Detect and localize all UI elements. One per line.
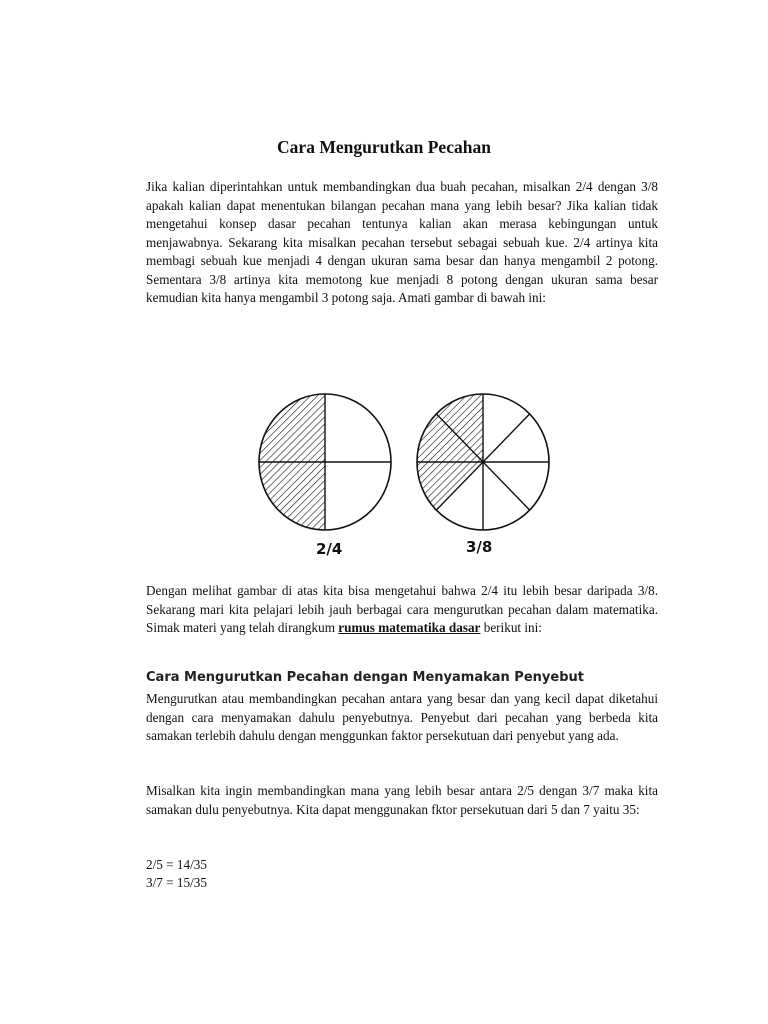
equation-1: 2/5 = 14/35 (146, 857, 207, 872)
after-figure-paragraph (146, 582, 658, 638)
section-heading: Cara Mengurutkan Pecahan dengan Menyamakan Penyebut (146, 670, 584, 685)
page-title: Cara Mengurutkan Pecahan (277, 137, 491, 157)
pie-charts-svg (250, 378, 560, 568)
label-three-eighths: 3/8 (466, 538, 493, 556)
rumus-matematika-link[interactable]: rumus matematika dasar (338, 620, 481, 635)
equation-2: 3/7 = 15/35 (146, 875, 207, 890)
intro-paragraph: Jika kalian diperintahkan untuk membandingkan dua buah pecahan, misalkan 2/4 dengan 3/8 apakah kalian dapat menentukan bilangan pecahan mana yang lebih besar? Jika kalian tidak mengetahui konsep dasar pecahan tentunya kalian akan merasa kebingungan untuk menjawabnya. Sekarang kita misalkan pecahan tersebut sebagai sebuah kue. 2/4 artinya kita membagi sebuah kue menjadi 4 dengan ukuran sama besar dan hanya mengambil 2 potong. Sementara 3/8 artinya kita memotong kue menjadi 8 potong dengan ukuran sama besar kemudian kita hanya mengambil 3 potong saja. Amati gambar di bawah ini: (146, 179, 658, 305)
label-two-quarters: 2/4 (316, 540, 343, 558)
fraction-pie-figure (250, 378, 560, 568)
after-figure-tail: berikut ini: (480, 620, 542, 635)
pie-three-eighths (417, 394, 549, 530)
section-paragraph-2: Misalkan kita ingin membandingkan mana yang lebih besar antara 2/5 dengan 3/7 maka kita samakan dulu penyebutnya. Kita dapat menggunakan fktor persekutuan dari 5 dan 7 yaitu 35: (146, 783, 658, 817)
pie-right-shaded-slice-3 (417, 462, 483, 510)
pie-two-quarters (259, 394, 391, 530)
section-paragraph-1: Mengurutkan atau membandingkan pecahan antara yang besar dan yang kecil dapat diketahui dengan cara menyamakan dahulu penyebutnya. Penyebut dari pecahan yang berbeda kita samakan terlebih dahulu dengan menggunkan faktor persekutuan dari penyebut yang ada. (146, 691, 658, 743)
after-figure-text: Dengan melihat gambar di atas kita bisa mengetahui bahwa 2/4 itu lebih besar daripada 3/8. Sekarang mari kita pelajari lebih jauh berbagai cara mengurutkan pecahan dalam matematika. Simak materi yang telah dirangkum (146, 583, 658, 635)
